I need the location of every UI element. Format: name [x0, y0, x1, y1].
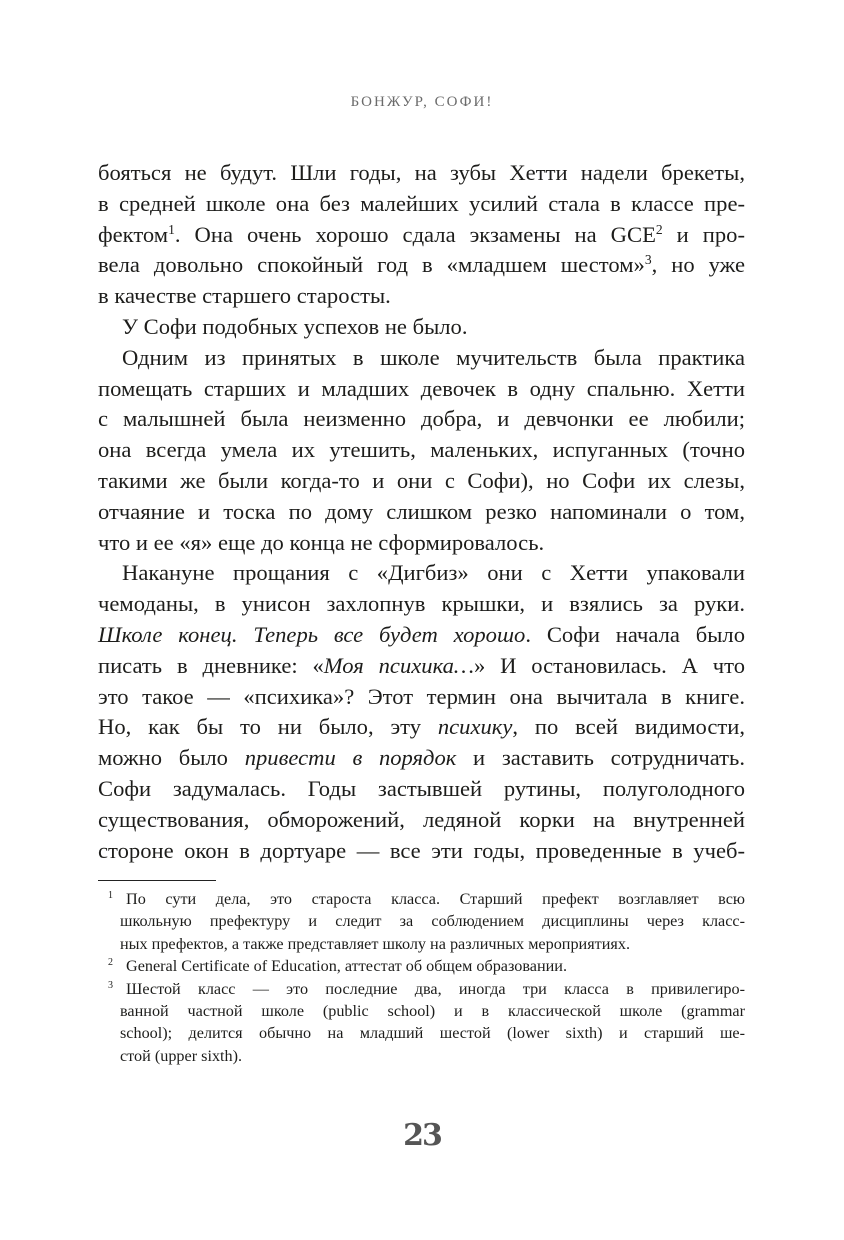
text-segment: . Софи начала было: [525, 621, 745, 647]
text-line: [98, 374, 745, 405]
text-segment: чемоданы, в унисон захлопнув крышки, и взялись за руки.: [98, 591, 745, 617]
text-segment: бояться не будут. Шли годы, на зубы Хетти надели брекеты,: [98, 160, 745, 185]
text-line: [98, 404, 745, 435]
text-segment: фектом: [98, 221, 169, 247]
footnote-text: ванной частной школе (public school) и в классической школе (grammar: [120, 1001, 745, 1020]
text-line: [98, 189, 745, 220]
text-segment: с малышней была неизменно добра, и девчонки ее любили;: [98, 406, 745, 432]
footnote-line: [98, 888, 745, 910]
footnote-line: [98, 1000, 745, 1022]
text-segment: и про-: [662, 221, 745, 247]
footnote-number: 1: [108, 890, 113, 901]
footnote-text: ных префектов, а также представляет школу на различных мероприятиях.: [120, 934, 630, 953]
text-line: [98, 497, 745, 528]
text-segment: такими же были когда-то и они с Софи), но Софи их слезы,: [98, 467, 745, 493]
page-number: 23: [403, 1118, 441, 1153]
footnote-line: [98, 1045, 745, 1067]
footnote-line: [98, 1022, 745, 1044]
text-line: [98, 805, 745, 836]
text-line: [98, 620, 745, 651]
footnote-text: General Certificate of Education, аттестат об общем образовании.: [126, 957, 568, 976]
text-line: [98, 528, 745, 559]
text-line: [98, 712, 745, 743]
text-segment: вела довольно спокойный год в «младшем шестом»: [98, 252, 645, 278]
footnote-line: [98, 910, 745, 932]
text-segment: отчаяние и тоска по дому слишком резко напоминали о том,: [98, 498, 745, 524]
text-line: [98, 281, 745, 312]
text-line: [98, 774, 745, 805]
footnote-text: school); делится обычно на младший шестой (lower sixth) и старший ше-: [120, 1024, 745, 1043]
footnote-line: [98, 933, 745, 955]
text-segment: . Она очень хорошо сдала экзамены на GCE: [174, 221, 656, 247]
text-segment: существования, обморожений, ледяной корки на внутренней: [98, 806, 745, 832]
footnote-text: школьную префектуру и следит за соблюдением дисциплины через класс-: [120, 912, 745, 931]
footnote-ref: 2: [655, 221, 663, 237]
text-line: [98, 682, 745, 713]
footnote-ref: 3: [644, 252, 652, 268]
text-segment: » И остановилась. А что: [473, 652, 745, 678]
text-segment: Накануне прощания с «Дигбиз» они с Хетти упаковали: [122, 560, 745, 586]
text-segment: можно было: [98, 745, 245, 771]
text-line: [98, 836, 745, 867]
footnote-divider: [98, 880, 216, 881]
text-segment: в средней школе она без малейших усилий стала в классе пре-: [98, 190, 745, 216]
text-segment: У Софи подобных успехов не было.: [122, 313, 468, 339]
footnotes: [98, 888, 745, 1067]
text-segment: в качестве старшего старосты.: [98, 283, 391, 309]
italic-text: привести в порядок: [244, 745, 457, 771]
text-segment: что и ее «я» еще до конца не сформировалось.: [98, 529, 545, 555]
text-segment: Софи задумалась. Годы застывшей рутины, полуголодного: [98, 775, 745, 801]
italic-text: Школе конец. Теперь все будет хорошо: [98, 621, 526, 647]
text-segment: стороне окон в дортуаре — все эти годы, проведенные в учеб-: [98, 837, 745, 863]
text-segment: помещать старших и младших девочек в одну спальню. Хетти: [98, 375, 745, 401]
italic-text: психику: [437, 714, 513, 740]
text-line: [98, 743, 745, 774]
footnote-number: 3: [108, 979, 113, 991]
text-line: [98, 651, 745, 682]
text-line: [98, 312, 745, 343]
text-segment: и заставить сотрудничать.: [456, 745, 745, 771]
text-line: [98, 466, 745, 497]
footnote-number: 2: [108, 957, 113, 969]
text-segment: , но уже: [651, 252, 745, 278]
text-line: [98, 158, 745, 189]
italic-text: Моя психика…: [323, 652, 474, 678]
text-segment: это такое — «психика»? Этот термин она вычитала в книге.: [98, 683, 745, 709]
footnote-text: стой (upper sixth).: [120, 1046, 243, 1065]
footnote-line: [98, 978, 745, 1000]
body-text: [98, 158, 745, 866]
footnote-line: [98, 955, 745, 977]
text-segment: Одним из принятых в школе мучительств была практика: [122, 344, 745, 370]
text-line: [98, 589, 745, 620]
footnote-text: Шестой класс — это последние два, иногда три класса в привилегиро-: [126, 979, 745, 998]
text-segment: писать в дневнике: «: [98, 652, 324, 678]
footnote-ref: 1: [168, 221, 175, 237]
running-header: БОНЖУР, СОФИ!: [350, 94, 494, 110]
text-segment: Но, как бы то ни было, эту: [98, 714, 438, 740]
text-segment: , по всей видимости,: [512, 714, 745, 740]
footnote-text: По сути дела, это староста класса. Старший префект возглавляет всю: [126, 890, 745, 908]
text-line: [98, 250, 745, 281]
text-line: [98, 435, 745, 466]
text-line: [98, 343, 745, 374]
text-segment: она всегда умела их утешить, маленьких, испуганных (точно: [98, 437, 745, 463]
text-line: [98, 558, 745, 589]
text-line: [98, 220, 745, 251]
